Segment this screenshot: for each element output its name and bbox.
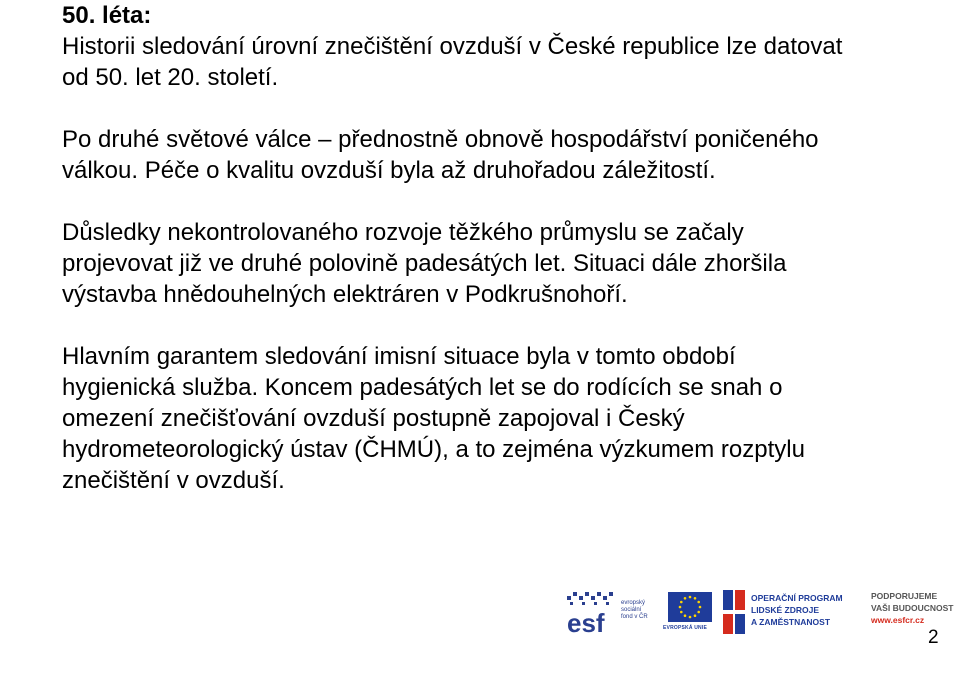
op-line-2: LIDSKÉ ZDROJE [751, 605, 820, 615]
podp-line-1: PODPORUJEME [871, 591, 938, 601]
op-text [751, 592, 843, 628]
page-number: 2 [928, 627, 939, 648]
esf-logo-icon [565, 590, 665, 636]
paragraph-1-line-2: od 50. let 20. století. [62, 64, 279, 91]
esf-text-line-1: evropský [621, 600, 646, 606]
eu-flag-icon [668, 592, 712, 622]
paragraph-1-line-1: Historii sledování úrovní znečištění ovzduší v České republice lze datovat [62, 33, 843, 60]
slide-content [62, 0, 942, 496]
op-line-3: A ZAMĚSTNANOST [751, 617, 831, 627]
esf-text-line-2: sociální [621, 607, 642, 613]
slide-heading: 50. léta: [62, 2, 152, 29]
esf-text-line-3: fond v ČR [621, 614, 648, 620]
paragraph-4-line-3: omezení znečišťování ovzduší postupně zapojoval i Český [62, 405, 685, 432]
paragraph-3-line-3: výstavba hnědouhelných elektráren v Podkrušnohoří. [62, 281, 628, 308]
paragraph-2-line-1: Po druhé světové válce – přednostně obnově hospodářství poničeného [62, 126, 819, 153]
podporujeme-text [871, 590, 954, 626]
op-line-1: OPERAČNÍ PROGRAM [751, 593, 843, 603]
paragraph-4-line-1: Hlavním garantem sledování imisní situace byla v tomto období [62, 343, 736, 370]
footer-logos [565, 588, 957, 638]
eu-label: EVROPSKÁ UNIE [663, 625, 707, 631]
esf-url[interactable]: www.esfcr.cz [871, 615, 925, 625]
paragraph-4-line-5: znečištění v ovzduší. [62, 467, 285, 494]
paragraph-4-line-4: hydrometeorologický ústav (ČHMÚ), a to zejména výzkumem rozptylu [62, 436, 805, 463]
paragraph-2-line-2: válkou. Péče o kvalitu ovzduší byla až druhořadou záležitostí. [62, 157, 716, 184]
esf-wordmark: esf [567, 608, 605, 636]
podp-line-2: VAŠI BUDOUCNOST [871, 603, 954, 613]
paragraph-3-line-2: projevovat již ve druhé polovině padesátých let. Situaci dále zhoršila [62, 250, 787, 277]
paragraph-4-line-2: hygienická služba. Koncem padesátých let se do rodících se snah o [62, 374, 783, 401]
op-logo-icon [723, 590, 745, 634]
esf-text [621, 600, 648, 621]
paragraph-3-line-1: Důsledky nekontrolovaného rozvoje těžkého průmyslu se začaly [62, 219, 744, 246]
